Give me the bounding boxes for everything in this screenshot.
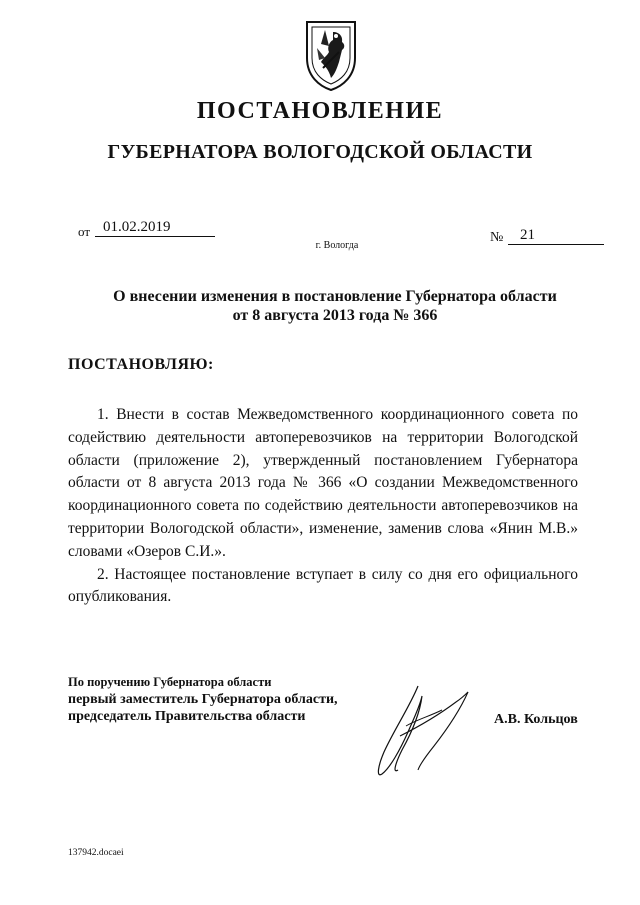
document-date: 01.02.2019 [95,218,215,237]
paragraph-1: 1. Внести в состав Межведомственного координационного совета по содействию деятельности автоперевозчиков на территории Вологодской области (приложение 2), утвержденный постановлением Губернатора области от 8 августа 2013 года № 366 «О создании Межведомственного координационного совета по содействию деятельности автоперевозчиков на территории Вологодской области», изменение, заменив слова «Янин М.В.» словами «Озеров С.И.». [68,406,578,560]
document-subtitle: ГУБЕРНАТОРА ВОЛОГОДСКОЙ ОБЛАСТИ [107,141,533,163]
document-subject [100,287,570,325]
document-title: ПОСТАНОВЛЕНИЕ [196,98,444,124]
signature-line-2: первый заместитель Губернатора области, [68,692,338,707]
signature-line-1: По поручению Губернатора области [68,675,272,689]
resolve-heading: ПОСТАНОВЛЯЮ: [68,356,214,373]
paragraph-2: 2. Настоящее постановление вступает в силу со дня его официального опубликования. [68,565,578,606]
document-body [68,404,578,609]
coat-of-arms-icon [303,18,359,92]
date-label: от [78,224,91,239]
city-label: г. Вологда [315,240,359,251]
footer-filename: 137942.docaei [68,848,124,858]
signature-block [68,674,338,725]
subject-line-2: от 8 августа 2013 года № 366 [232,307,438,324]
handwritten-signature [360,666,490,786]
signature-line-3: председатель Правительства области [68,709,306,724]
subject-line-1: О внесении изменения в постановление Губернатора области [113,288,557,305]
signatory-name: А.В. Кольцов [494,712,578,727]
number-label: № [490,230,504,245]
document-number: 21 [508,226,604,245]
